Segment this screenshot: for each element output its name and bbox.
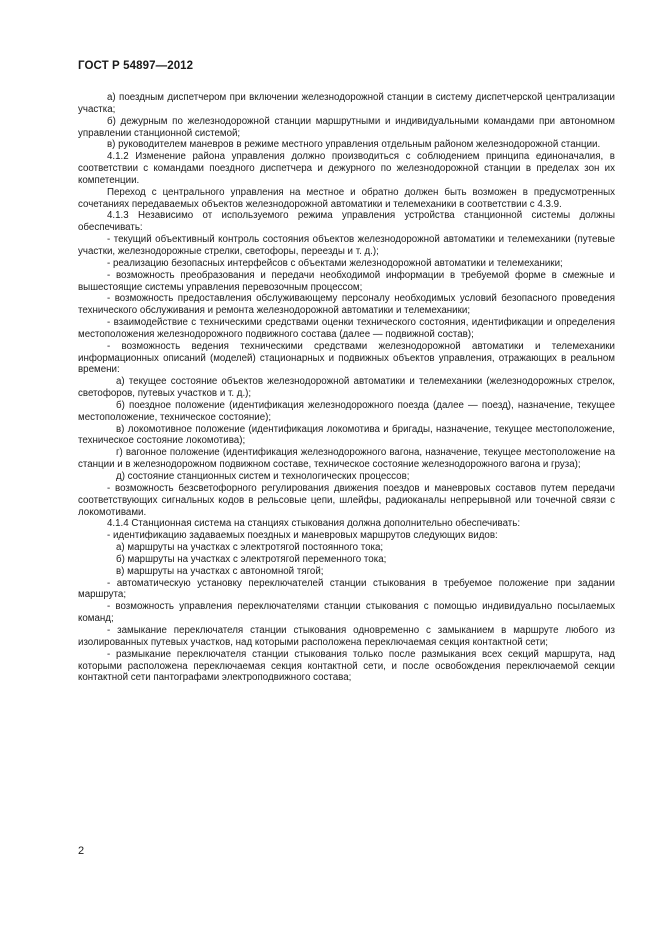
paragraph-16: г) вагонное положение (идентификация железнодорожного вагона, назначение, текущее местоположение на станции и в железнодорожном подвижном составе, техническое состояние железнодорожного вагона и груза);	[78, 447, 615, 471]
paragraph-26: - замыкание переключателя станции стыкования одновременно с замыканием в маршруте любого из изолированных путевых участков, над которыми расположена переключаемая секция контактной сети;	[78, 624, 615, 648]
page-number: 2	[78, 845, 85, 857]
paragraph-1: а) поездным диспетчером при включении железнодорожной станции в систему диспетчерской централизации участка;	[78, 92, 615, 115]
paragraph-10: - возможность предоставления обслуживающему персоналу необходимых условий безопасного проведения технического обслуживания и ремонта железнодорожной автоматики и телемеханики;	[78, 293, 615, 317]
paragraph-7: - текущий объективный контроль состояния объектов железнодорожной автоматики и телемеханики (путевые участки, железнодорожные стрелки, светофоры, переезды и т. д.);	[78, 234, 615, 257]
paragraph-12: - возможность ведения техническими средствами железнодорожной автоматики и телемеханики информационных описаний (моделей) стационарных и подвижных объектов управления, отражающих в реальном времени:	[78, 340, 615, 376]
paragraph-21: а) маршруты на участках с электротягой постоянного тока;	[116, 542, 384, 554]
paragraph-18: - возможность безсветофорного регулирования движения поездов и маневровых составов путем передачи соответствующих сигнальных кодов в рельсовые цепи, шлейфы, радиоканалы непрерывной или точечной связи с локомотивами.	[78, 482, 615, 518]
paragraph-13: а) текущее состояние объектов железнодорожной автоматики и телемеханики (железнодорожных стрелок, светофоров, путевых участков и т. д.);	[78, 376, 615, 400]
paragraph-20: - идентификацию задаваемых поездных и маневровых маршрутов следующих видов:	[107, 530, 498, 542]
document-header-standard-id: ГОСТ Р 54897—2012	[78, 60, 194, 72]
paragraph-11: - взаимодействие с техническими средствами оценки технического состояния, идентификации и определения местоположения железнодорожного подвижного состава (далее — подвижной состав);	[78, 317, 615, 340]
paragraph-22: б) маршруты на участках с электротягой переменного тока;	[116, 553, 387, 565]
paragraph-6: 4.1.3 Независимо от используемого режима управления устройства станционной системы должны обеспечивать:	[78, 210, 615, 234]
paragraph-8: - реализацию безопасных интерфейсов с объектами железнодорожной автоматики и телемеханики;	[107, 257, 563, 269]
paragraph-25: - возможность управления переключателями станции стыкования с помощью индивидуально посылаемых команд;	[78, 601, 615, 625]
paragraph-15: в) локомотивное положение (идентификация локомотива и бригады, назначение, текущее местоположение, техническое состояние локомотива);	[78, 423, 615, 447]
paragraph-5: Переход с центрального управления на местное и обратно должен быть возможен в предусмотренных сочетаниях передаваемых объектов железнодорожной автоматики и телемеханики в соответствии с 4.3.9.	[78, 186, 615, 210]
paragraph-14: б) поездное положение (идентификация железнодорожного поезда (далее — поезд), назначение, текущее местоположение, техническое состояние);	[78, 399, 615, 423]
paragraph-9: - возможность преобразования и передачи необходимой информации в требуемой форме в смежные и вышестоящие системы управления перевозочным процессом;	[78, 269, 615, 293]
paragraph-24: - автоматическую установку переключателей станции стыкования в требуемое положение при задании маршрута;	[78, 577, 615, 601]
paragraph-3: в) руководителем маневров в режиме местного управления отдельным районом железнодорожной станции.	[107, 139, 601, 151]
paragraph-27: - размыкание переключателя станции стыкования только после размыкания всех секций маршрута, над которыми расположена переключаемая секция контактной сети, и после освобождения переключаемой секции контактной сети пантографами электроподвижного состава;	[78, 648, 615, 684]
paragraph-17: д) состояние станционных систем и технологических процессов;	[116, 471, 410, 482]
paragraph-4: 4.1.2 Изменение района управления должно производиться с соблюдением принципа единоначалия, в соответствии с командами поездного диспетчера и дежурного по железнодорожной станции в пределах зон их компетенции.	[78, 151, 615, 186]
paragraph-23: в) маршруты на участках с автономной тягой;	[116, 565, 324, 577]
paragraph-19: 4.1.4 Станционная система на станциях стыкования должна дополнительно обеспечивать:	[107, 518, 521, 530]
document-body	[78, 92, 615, 684]
paragraph-2: б) дежурным по железнодорожной станции маршрутными и индивидуальными командами при автономном управлении станционной системой;	[78, 115, 615, 139]
